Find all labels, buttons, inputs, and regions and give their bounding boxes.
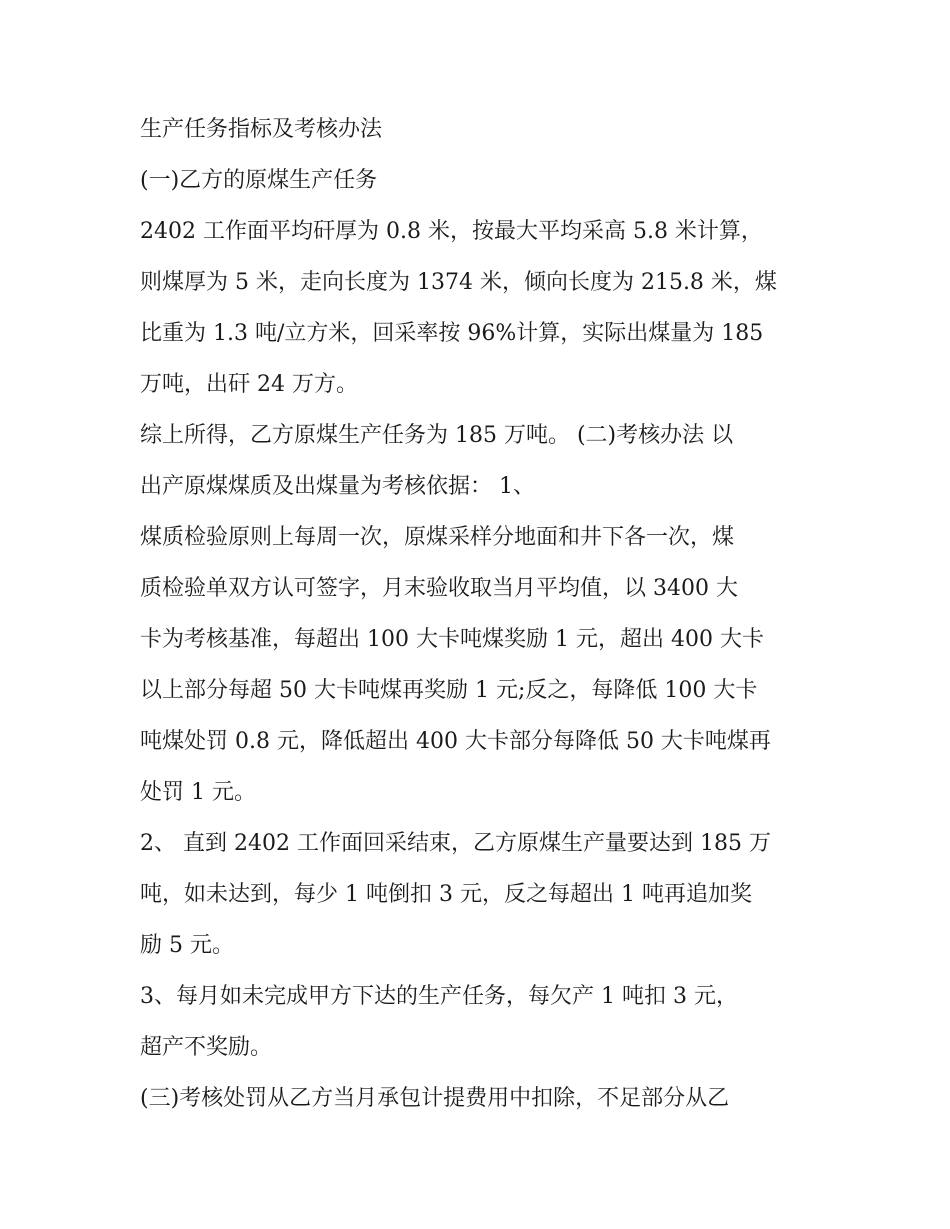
text-line: 超产不奖励。 <box>140 1035 273 1060</box>
text-line: 出产原煤煤质及出煤量为考核依据： 1、 <box>140 474 535 499</box>
text-line: 2、 直到 2402 工作面回采结束，乙方原煤生产量要达到 185 万 <box>140 831 771 856</box>
text-line: 万吨，出矸 24 万方。 <box>140 372 358 397</box>
text-line: 煤质检验原则上每周一次，原煤采样分地面和井下各一次，煤 <box>140 525 735 550</box>
text-line: 吨煤处罚 0.8 元，降低超出 400 大卡部分每降低 50 大卡吨煤再 <box>140 729 771 754</box>
text-line: 卡为考核基准，每超出 100 大卡吨煤奖励 1 元，超出 400 大卡 <box>140 627 764 652</box>
text-line: 综上所得，乙方原煤生产任务为 185 万吨。 (二)考核办法 以 <box>140 423 734 448</box>
text-line: 以上部分每超 50 大卡吨煤再奖励 1 元;反之，每降低 100 大卡 <box>140 678 758 703</box>
text-line: 2402 工作面平均矸厚为 0.8 米，按最大平均采高 5.8 米计算， <box>140 219 763 244</box>
text-line: 处罚 1 元。 <box>140 780 256 805</box>
text-line: 吨，如未达到，每少 1 吨倒扣 3 元，反之每超出 1 吨再追加奖 <box>140 882 752 907</box>
document-body <box>140 104 820 1124</box>
section-title: 生产任务指标及考核办法 <box>140 117 383 142</box>
subsection-heading-1: (一)乙方的原煤生产任务 <box>140 168 378 193</box>
text-line: 比重为 1.3 吨/立方米，回采率按 96%计算，实际出煤量为 185 <box>140 321 764 346</box>
text-line: 3、每月如未完成甲方下达的生产任务，每欠产 1 吨扣 3 元， <box>140 984 738 1009</box>
text-line: (三)考核处罚从乙方当月承包计提费用中扣除，不足部分从乙 <box>140 1086 730 1111</box>
text-line: 质检验单双方认可签字，月末验收取当月平均值，以 3400 大 <box>140 576 738 601</box>
text-line: 则煤厚为 5 米，走向长度为 1374 米，倾向长度为 215.8 米，煤 <box>140 270 777 295</box>
text-line: 励 5 元。 <box>140 933 234 958</box>
